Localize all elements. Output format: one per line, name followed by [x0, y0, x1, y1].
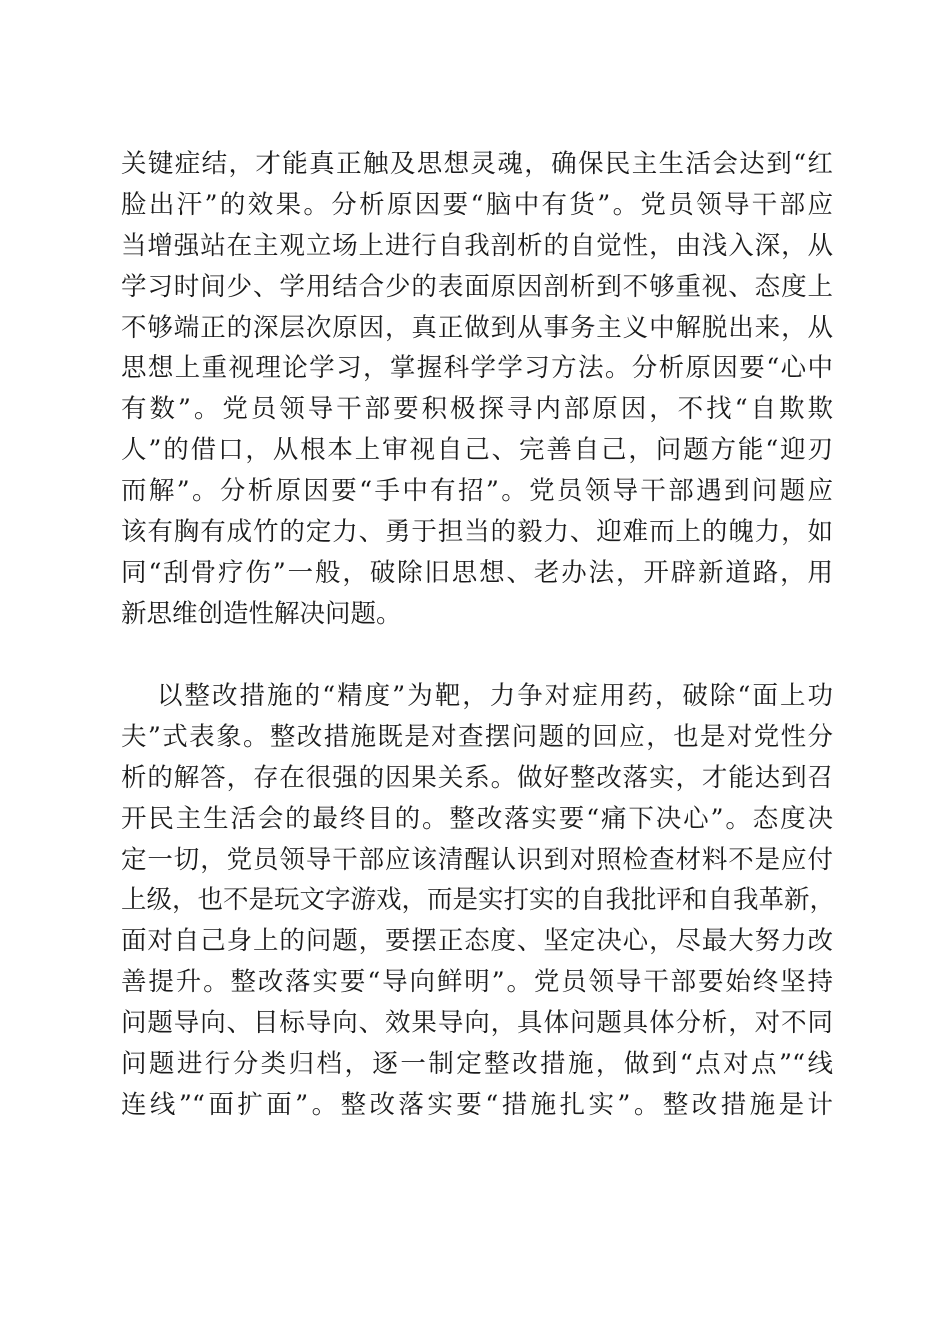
paragraph-1 — [121, 144, 833, 635]
paragraph-line: 不够端正的深层次原因，真正做到从事务主义中解脱出来，从 — [121, 312, 833, 343]
paragraph-line: 连线”“面扩面”。整改落实要“措施扎实”。整改措施是计 — [121, 1089, 833, 1120]
paragraph-line: 当增强站在主观立场上进行自我剖析的自觉性，由浅入深，从 — [121, 230, 833, 261]
paragraph-line: 夫”式表象。整改措施既是对查摆问题的回应，也是对党性分 — [121, 721, 833, 752]
paragraph-line: 善提升。整改落实要“导向鲜明”。党员领导干部要始终坚持 — [121, 967, 833, 998]
paragraph-line: 开民主生活会的最终目的。整改落实要“痛下决心”。态度决 — [121, 803, 833, 834]
paragraph-line: 上级，也不是玩文字游戏，而是实打实的自我批评和自我革新， — [121, 885, 836, 916]
paragraph-line: 脸出汗”的效果。分析原因要“脑中有货”。党员领导干部应 — [121, 189, 833, 220]
paragraph-line: 同“刮骨疗伤”一般，破除旧思想、老办法，开辟新道路，用 — [121, 557, 833, 588]
paragraph-line: 定一切，党员领导干部应该清醒认识到对照检查材料不是应付 — [121, 844, 833, 875]
paragraph-line: 思想上重视理论学习，掌握科学学习方法。分析原因要“心中 — [121, 353, 833, 384]
paragraph-line: 学习时间少、学用结合少的表面原因剖析到不够重视、态度上 — [121, 271, 833, 302]
paragraph-line: 有数”。党员领导干部要积极探寻内部原因，不找“自欺欺 — [121, 394, 833, 425]
paragraph-line: 该有胸有成竹的定力、勇于担当的毅力、迎难而上的魄力，如 — [121, 517, 833, 548]
paragraph-line: 问题进行分类归档，逐一制定整改措施，做到“点对点”“线 — [121, 1049, 833, 1080]
paragraph-line: 人”的借口，从根本上审视自己、完善自己，问题方能“迎刃 — [121, 435, 833, 466]
paragraph-line: 面对自己身上的问题，要摆正态度、坚定决心，尽最大努力改 — [121, 926, 833, 957]
paragraph-line: 关键症结，才能真正触及思想灵魂，确保民主生活会达到“红 — [121, 149, 833, 179]
paragraph-line: 以整改措施的“精度”为靶，力争对症用药，破除“面上功 — [157, 681, 833, 711]
paragraph-line: 问题导向、目标导向、效果导向，具体问题具体分析，对不同 — [121, 1008, 833, 1039]
paragraph-line: 析的解答，存在很强的因果关系。做好整改落实，才能达到召 — [121, 762, 833, 793]
paragraph-line: 新思维创造性解决问题。 — [121, 598, 402, 629]
paragraph-2 — [121, 676, 836, 1126]
paragraph-line: 而解”。分析原因要“手中有招”。党员领导干部遇到问题应 — [121, 476, 833, 507]
